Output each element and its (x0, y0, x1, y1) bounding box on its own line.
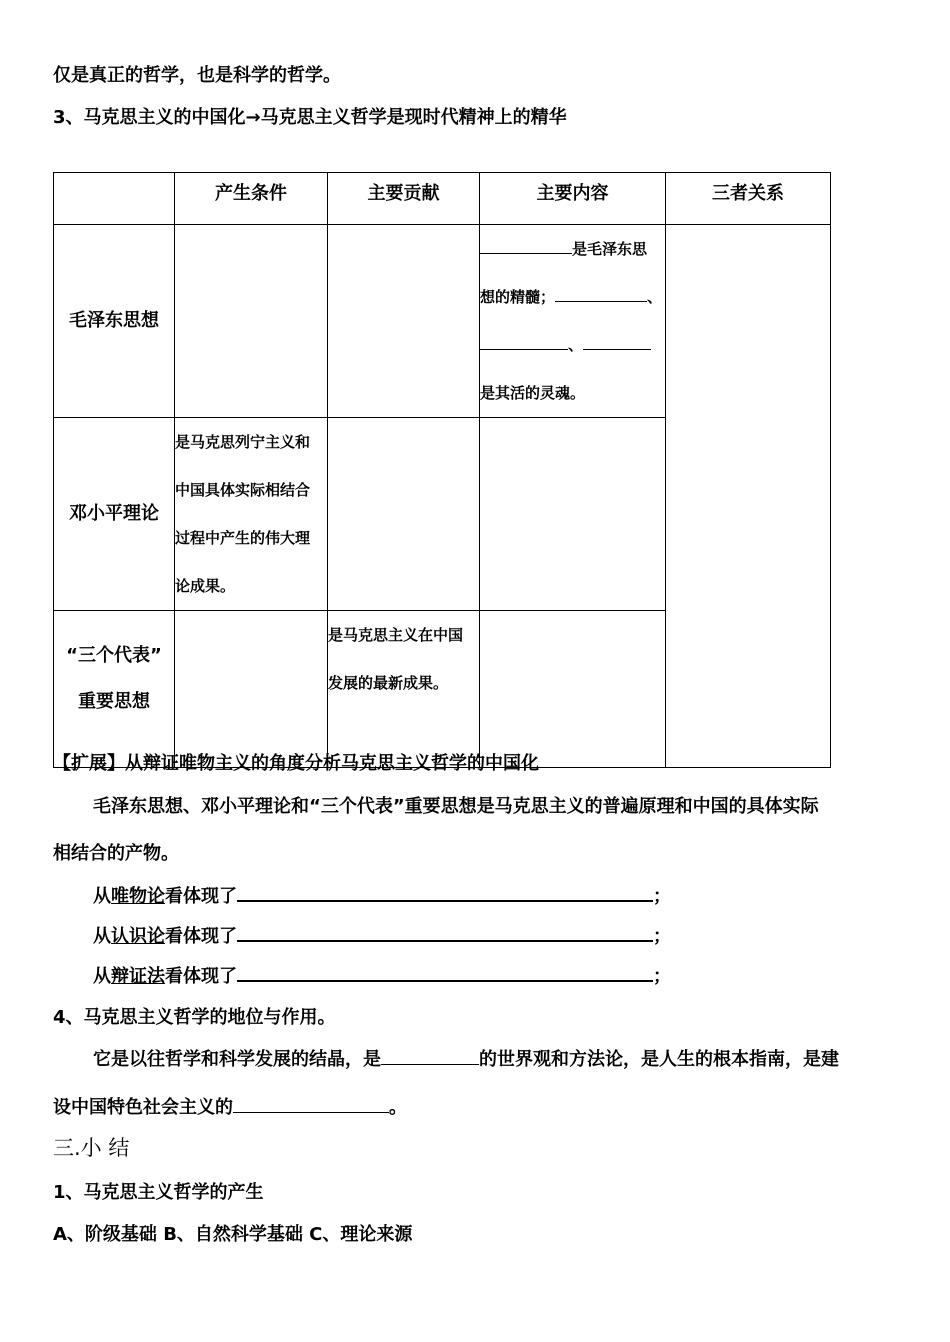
blank-field[interactable] (233, 1096, 389, 1113)
blank-field[interactable] (480, 237, 572, 254)
header-cell-empty (54, 173, 175, 225)
cell-mao-conditions (175, 225, 328, 418)
expand-item-materialism (93, 884, 671, 909)
row-name-line: “三个代表” (66, 645, 162, 666)
content-text: 想的精髓； (480, 288, 556, 306)
expand-title: 【扩展】从辩证唯物主义的角度分析马克思主义哲学的中国化 (53, 753, 539, 774)
summary-item2: A、阶级基础 B、自然科学基础 C、理论来源 (53, 1224, 413, 1245)
expand-item-dialectics (93, 964, 671, 989)
row-name-deng: 邓小平理论 (54, 418, 175, 611)
blank-field[interactable] (237, 924, 653, 942)
blank-field[interactable] (583, 333, 651, 350)
blank-field[interactable] (555, 285, 647, 302)
cell-mao-content (480, 225, 666, 418)
row-name-mao: 毛泽东思想 (54, 225, 175, 418)
blank-field[interactable] (237, 884, 653, 902)
cell-relationship (666, 225, 831, 768)
cell-mao-contributions (328, 225, 480, 418)
content-text: 、 (568, 336, 584, 354)
header-contributions: 主要贡献 (328, 173, 480, 225)
intro-line: 仅是真正的哲学，也是科学的哲学。 (53, 65, 341, 86)
item-suffix: 看体现了 (165, 886, 237, 907)
item-keyword: 辩证法 (111, 966, 165, 987)
section3-title: 3、马克思主义的中国化→马克思主义哲学是现时代精神上的精华 (53, 107, 567, 128)
header-relationship: 三者关系 (666, 173, 831, 225)
table-row (54, 225, 831, 418)
expand-paragraph-line2: 相结合的产物。 (53, 843, 179, 864)
blank-field[interactable] (381, 1048, 479, 1065)
row-name-three-represents (54, 611, 175, 768)
section4-line2 (53, 1096, 407, 1120)
condition-line: 中国具体实际相结合 (175, 481, 311, 499)
cell-three-conditions (175, 611, 328, 768)
content-text: 是毛泽东思 (572, 240, 648, 258)
cell-deng-conditions (175, 418, 328, 611)
row-name-line: 重要思想 (78, 691, 150, 712)
condition-line: 过程中产生的伟大理 (175, 529, 311, 547)
cell-three-content (480, 611, 666, 768)
blank-field[interactable] (480, 333, 568, 350)
item-prefix: 从 (93, 926, 111, 947)
section4-text: 。 (389, 1097, 407, 1118)
contribution-line: 发展的最新成果。 (328, 674, 449, 692)
section4-text: 它是以往哲学和科学发展的结晶，是 (93, 1049, 381, 1070)
item-suffix: 看体现了 (165, 966, 237, 987)
item-end: ； (653, 886, 671, 907)
section4-text: 的世界观和方法论，是人生的根本指南，是建 (479, 1049, 839, 1070)
item-keyword: 唯物论 (111, 886, 165, 907)
section4-title: 4、马克思主义哲学的地位与作用。 (53, 1007, 336, 1028)
content-text: 是其活的灵魂。 (480, 384, 586, 402)
content-text: 、 (647, 288, 663, 306)
section4-text: 设中国特色社会主义的 (53, 1097, 233, 1118)
item-keyword: 认识论 (111, 926, 165, 947)
comparison-table (53, 172, 831, 768)
summary-item1: 1、马克思主义哲学的产生 (53, 1182, 264, 1203)
condition-line: 是马克思列宁主义和 (175, 433, 311, 451)
cell-deng-content (480, 418, 666, 611)
cell-deng-contributions (328, 418, 480, 611)
expand-item-epistemology (93, 924, 671, 949)
item-prefix: 从 (93, 886, 111, 907)
section4-line1 (93, 1048, 839, 1072)
contribution-line: 是马克思主义在中国 (328, 626, 464, 644)
summary-heading: 三.小 结 (53, 1136, 130, 1160)
header-conditions: 产生条件 (175, 173, 328, 225)
table-header-row (54, 173, 831, 225)
header-content: 主要内容 (480, 173, 666, 225)
item-prefix: 从 (93, 966, 111, 987)
item-end: ； (653, 966, 671, 987)
blank-field[interactable] (237, 964, 653, 982)
expand-paragraph-line1: 毛泽东思想、邓小平理论和“三个代表”重要思想是马克思主义的普遍原理和中国的具体实际 (93, 796, 819, 817)
item-end: ； (653, 926, 671, 947)
item-suffix: 看体现了 (165, 926, 237, 947)
condition-line: 论成果。 (175, 577, 236, 595)
cell-three-contributions (328, 611, 480, 768)
